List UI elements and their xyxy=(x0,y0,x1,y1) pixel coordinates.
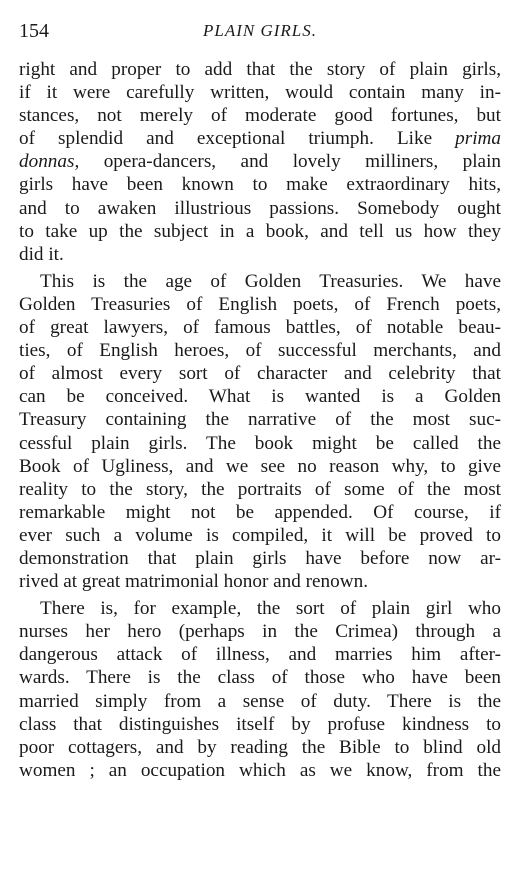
text-line: of splendid and exceptional triumph. Like prima xyxy=(19,128,501,150)
page-number: 154 xyxy=(19,20,49,42)
text-line: demonstration that plain girls have before now ar- xyxy=(19,547,501,569)
text-line: remarkable might not be appended. Of course, if xyxy=(19,501,501,523)
paragraph-continued xyxy=(19,58,501,266)
text-line: nurses her hero (perhaps in the Crimea) through a xyxy=(19,621,501,643)
text-line: did it. xyxy=(19,243,64,265)
text-line: women ; an occupation which as we know, from the xyxy=(19,759,501,781)
text-line: donnas, opera-dancers, and lovely milliners, plain xyxy=(19,151,501,173)
text-line: can be conceived. What is wanted is a Golden xyxy=(19,386,501,408)
text-line: rived at great matrimonial honor and renown. xyxy=(19,571,368,593)
text-line: wards. There is the class of those who have been xyxy=(19,667,501,689)
text-line: right and proper to add that the story of plain girls, xyxy=(19,59,501,80)
body-text xyxy=(19,58,501,782)
text-line: class that distinguishes itself by profuse kindness to xyxy=(19,713,501,735)
running-title: PLAIN GIRLS. xyxy=(203,21,317,40)
text-line: Treasury containing the narrative of the most suc- xyxy=(19,409,501,431)
text-line: ever such a volume is compiled, it will be proved to xyxy=(19,524,501,546)
text-line: if it were carefully written, would contain many in- xyxy=(19,82,501,104)
text-line: Golden Treasuries of English poets, of French poets, xyxy=(19,293,501,315)
text-line: reality to the story, the portraits of some of the most xyxy=(19,478,501,500)
text-line: poor cottagers, and by reading the Bible to blind old xyxy=(19,736,501,758)
paragraph xyxy=(19,597,501,782)
text-line: There is, for example, the sort of plain girl who xyxy=(40,598,501,620)
text-line: This is the age of Golden Treasuries. We have xyxy=(40,270,501,292)
text-line: dangerous attack of illness, and marries him after- xyxy=(19,644,501,666)
text-line: ties, of English heroes, of successful merchants, and xyxy=(19,340,501,362)
text-line: girls have been known to make extraordinary hits, xyxy=(19,174,501,196)
text-line: of almost every sort of character and celebrity that xyxy=(19,363,501,385)
text-line: cessful plain girls. The book might be called the xyxy=(19,432,501,454)
running-head xyxy=(19,18,501,44)
text-line: Book of Ugliness, and we see no reason why, to give xyxy=(19,455,501,477)
paragraph xyxy=(19,270,501,593)
text-line: married simply from a sense of duty. There is the xyxy=(19,690,501,712)
text-line: to take up the subject in a book, and tell us how they xyxy=(19,220,501,242)
text-line: stances, not merely of moderate good fortunes, but xyxy=(19,105,501,127)
text-line: and to awaken illustrious passions. Somebody ought xyxy=(19,197,501,219)
text-line: of great lawyers, of famous battles, of notable beau- xyxy=(19,317,501,339)
